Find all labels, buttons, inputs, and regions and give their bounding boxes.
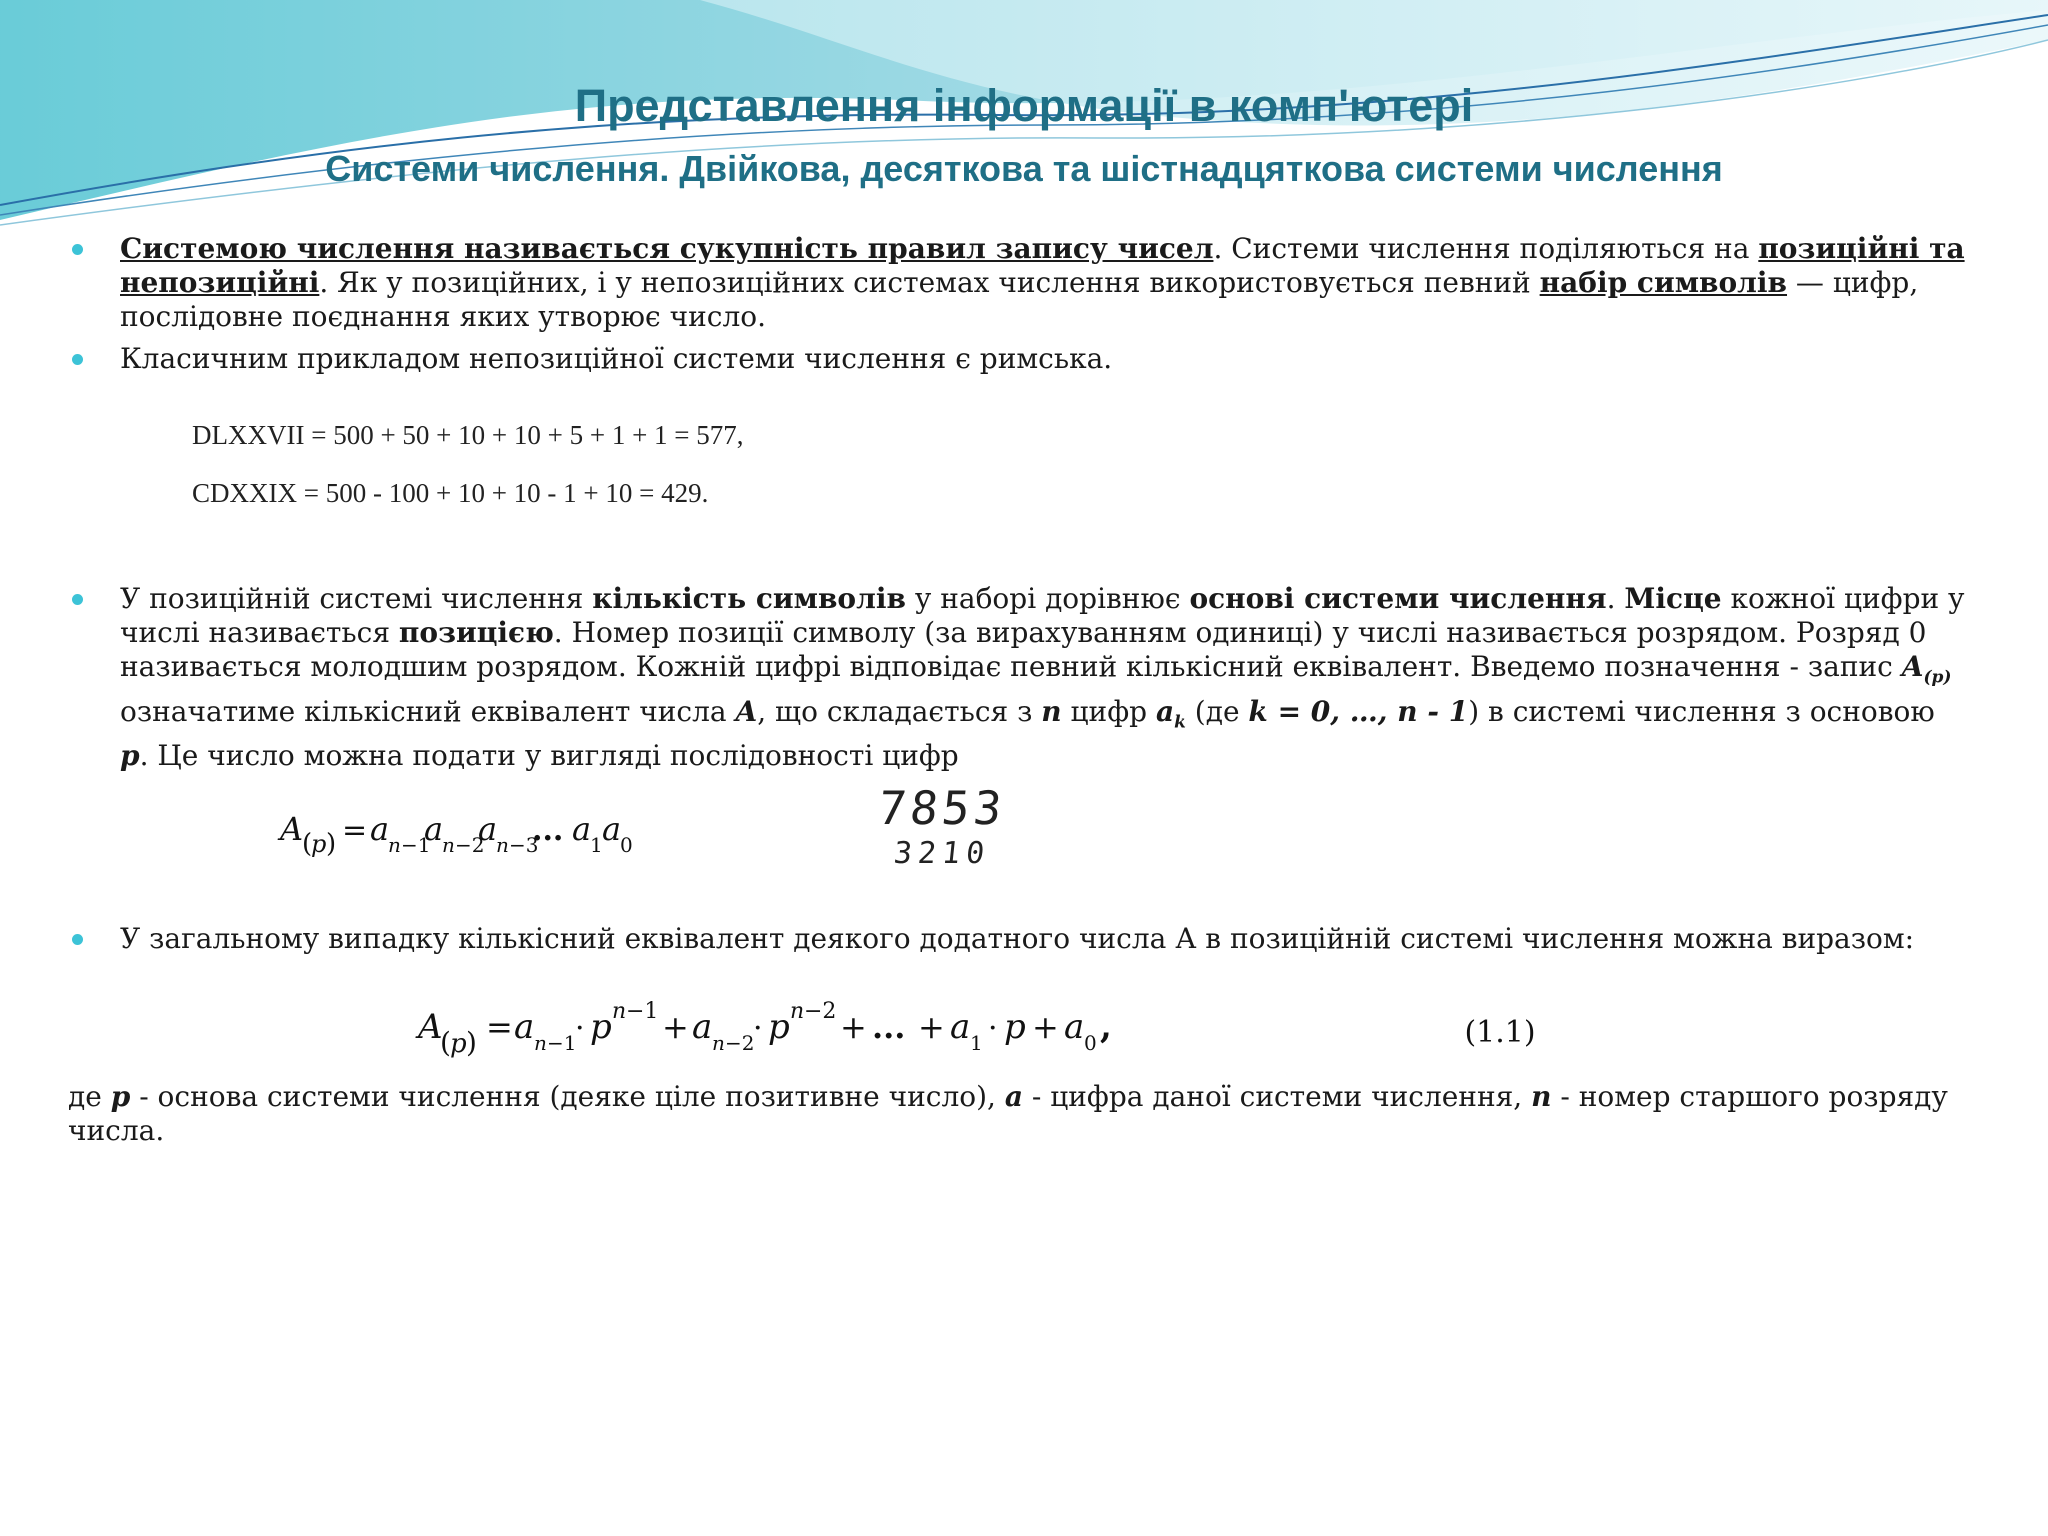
svg-text:1: 1 — [590, 833, 603, 857]
svg-text:a: a — [424, 810, 444, 848]
bullet-dot — [72, 354, 83, 365]
legend-text: - номер старшого розряду числа. — [68, 1080, 1948, 1147]
svg-text:a: a — [950, 1007, 971, 1047]
var-n: n — [1531, 1080, 1552, 1113]
general-formula-image — [400, 992, 1584, 1070]
svg-text:n: n — [712, 1031, 725, 1055]
roman-equation-2: CDXXIX = 500 - 100 + 10 + 10 - 1 + 10 = 429. — [192, 478, 709, 508]
place-term: Місце — [1624, 582, 1722, 615]
svg-text:=: = — [342, 813, 368, 848]
svg-text:+: + — [1032, 1008, 1059, 1046]
legend-text: де — [68, 1080, 111, 1113]
svg-text:A: A — [280, 810, 304, 848]
svg-text:·: · — [753, 1011, 763, 1046]
svg-text:...: ... — [532, 813, 564, 848]
bullet-definition — [72, 232, 1972, 334]
svg-text:,: , — [1100, 1007, 1112, 1047]
svg-text:a: a — [478, 810, 498, 848]
bullet-positional — [72, 582, 1972, 773]
var-p: p — [120, 739, 140, 773]
positional-text: , що складається з — [757, 694, 1042, 728]
positional-text: цифр — [1061, 694, 1156, 728]
formula-number: (1.1) — [1464, 1015, 1536, 1050]
sequence-formula — [270, 800, 720, 876]
svg-text:n: n — [388, 833, 401, 857]
svg-text:p: p — [1004, 1007, 1026, 1047]
roman-equation-1: DLXXVII = 500 + 50 + 10 + 10 + 5 + 1 + 1 = 577, — [192, 420, 744, 450]
legend-text: - цифра даної системи числення, — [1022, 1080, 1532, 1113]
sequence-formula-image — [270, 800, 720, 876]
legend-text: - основа системи числення (деяке ціле позитивне число), — [130, 1080, 1005, 1113]
svg-text:·: · — [988, 1011, 998, 1046]
var-A: A — [735, 694, 758, 728]
base-term: основі системи числення — [1189, 582, 1607, 615]
svg-text:−2: −2 — [725, 1031, 755, 1055]
svg-text:): ) — [466, 1026, 477, 1059]
svg-text:n: n — [534, 1031, 547, 1055]
svg-text:p: p — [768, 1007, 790, 1047]
svg-text:0: 0 — [620, 833, 633, 857]
svg-text:·: · — [575, 1011, 585, 1046]
general-formula — [400, 992, 1584, 1070]
svg-text:A: A — [418, 1007, 443, 1047]
bullet-general — [72, 922, 1972, 956]
positional-term: позиційні та непозиційні — [120, 232, 1965, 299]
svg-text:−2: −2 — [455, 833, 485, 857]
svg-text:...: ... — [872, 1008, 906, 1046]
svg-text:−1: −1 — [626, 999, 659, 1024]
roman-example-text: Класичним прикладом непозиційної системи числення є римська. — [120, 342, 1113, 375]
handwritten-number: 7853 — [875, 781, 1009, 835]
svg-text:+: + — [918, 1008, 945, 1046]
bullet-roman-example — [72, 342, 1972, 376]
svg-text:=: = — [486, 1008, 513, 1046]
var-p: p — [110, 1080, 131, 1113]
handwritten-digits-image — [872, 780, 1012, 890]
svg-text:n: n — [442, 833, 455, 857]
svg-text:(: ( — [302, 829, 313, 859]
positional-text: . — [1606, 582, 1625, 615]
svg-text:a: a — [572, 810, 592, 848]
definition-underlined: Системою числення називається сукупність правил запису чисел — [120, 232, 1214, 265]
svg-text:p: p — [450, 1029, 467, 1059]
slide-title: Представлення інформації в комп'ютері — [574, 80, 1474, 131]
svg-text:a: a — [370, 810, 390, 848]
positional-text: кожної цифри у числі називається — [120, 582, 1965, 649]
symbol-set-term: набір символів — [1539, 266, 1788, 299]
symbol-count-term: кількість символів — [592, 582, 906, 615]
position-term: позицією — [398, 616, 554, 649]
k-range: k = 0, …, n - 1 — [1248, 694, 1469, 728]
positional-text: у наборі дорівнює — [905, 582, 1190, 615]
positional-text: означатиме кількісний еквівалент числа — [120, 694, 736, 728]
svg-text:): ) — [326, 829, 337, 859]
positional-text: . Це число можна подати у вигляді послідовності цифр — [139, 739, 959, 773]
svg-text:−1: −1 — [547, 1031, 577, 1055]
svg-text:n: n — [612, 999, 627, 1024]
bullet-dot — [72, 244, 83, 255]
roman-equations-image — [180, 398, 830, 516]
svg-text:p: p — [311, 830, 327, 858]
svg-text:−2: −2 — [804, 999, 837, 1024]
formula-legend — [68, 1080, 2008, 1148]
var-k-sub: k — [1174, 712, 1186, 733]
positional-text: У позиційній системі числення — [120, 582, 593, 615]
handwritten-positions: 3210 — [892, 836, 993, 871]
svg-text:n: n — [790, 999, 805, 1024]
positional-text: ) в системі числення з основою — [1468, 694, 1935, 728]
svg-text:n: n — [496, 833, 509, 857]
svg-text:a: a — [602, 810, 622, 848]
svg-text:1: 1 — [970, 1031, 983, 1055]
definition-text: — цифр, послідовне поєднання яких утворює число. — [120, 266, 1919, 333]
slide-subtitle: Системи числення. Двійкова, десяткова та шістнадцяткова системи числення — [325, 148, 1723, 189]
definition-text: . Системи числення поділяються на — [1213, 232, 1759, 265]
svg-text:(: ( — [440, 1026, 451, 1059]
definition-text: . Як у позиційних, і у непозиційних системах числення використовується певний — [319, 266, 1540, 299]
svg-text:+: + — [662, 1008, 689, 1046]
svg-text:−1: −1 — [401, 833, 431, 857]
svg-text:a: a — [1064, 1007, 1085, 1047]
bullet-dot — [72, 594, 83, 605]
svg-text:+: + — [840, 1008, 867, 1046]
svg-text:a: a — [692, 1007, 713, 1047]
positional-text: (де — [1185, 694, 1249, 728]
general-text: У загальному випадку кількісний еквівалент деякого додатного числа А в позиційній системі числення можна виразом: — [120, 922, 1915, 955]
var-A: A — [1901, 650, 1924, 683]
svg-text:a: a — [514, 1007, 535, 1047]
svg-text:p: p — [590, 1007, 612, 1047]
var-p-sub: (p) — [1923, 667, 1952, 688]
var-a: a — [1004, 1080, 1023, 1113]
var-a: a — [1155, 694, 1175, 728]
svg-text:0: 0 — [1084, 1031, 1097, 1055]
svg-text:−3: −3 — [509, 833, 539, 857]
bullet-dot — [72, 934, 83, 945]
positional-text: . Номер позиції символу (за вирахуванням одиниці) у числі називається розрядом. Розряд 0 називається молодшим розрядом. Кожній цифрі відповідає певний кількісний еквівалент. Введемо позначення - запис — [120, 616, 1927, 683]
var-n: n — [1041, 694, 1062, 728]
